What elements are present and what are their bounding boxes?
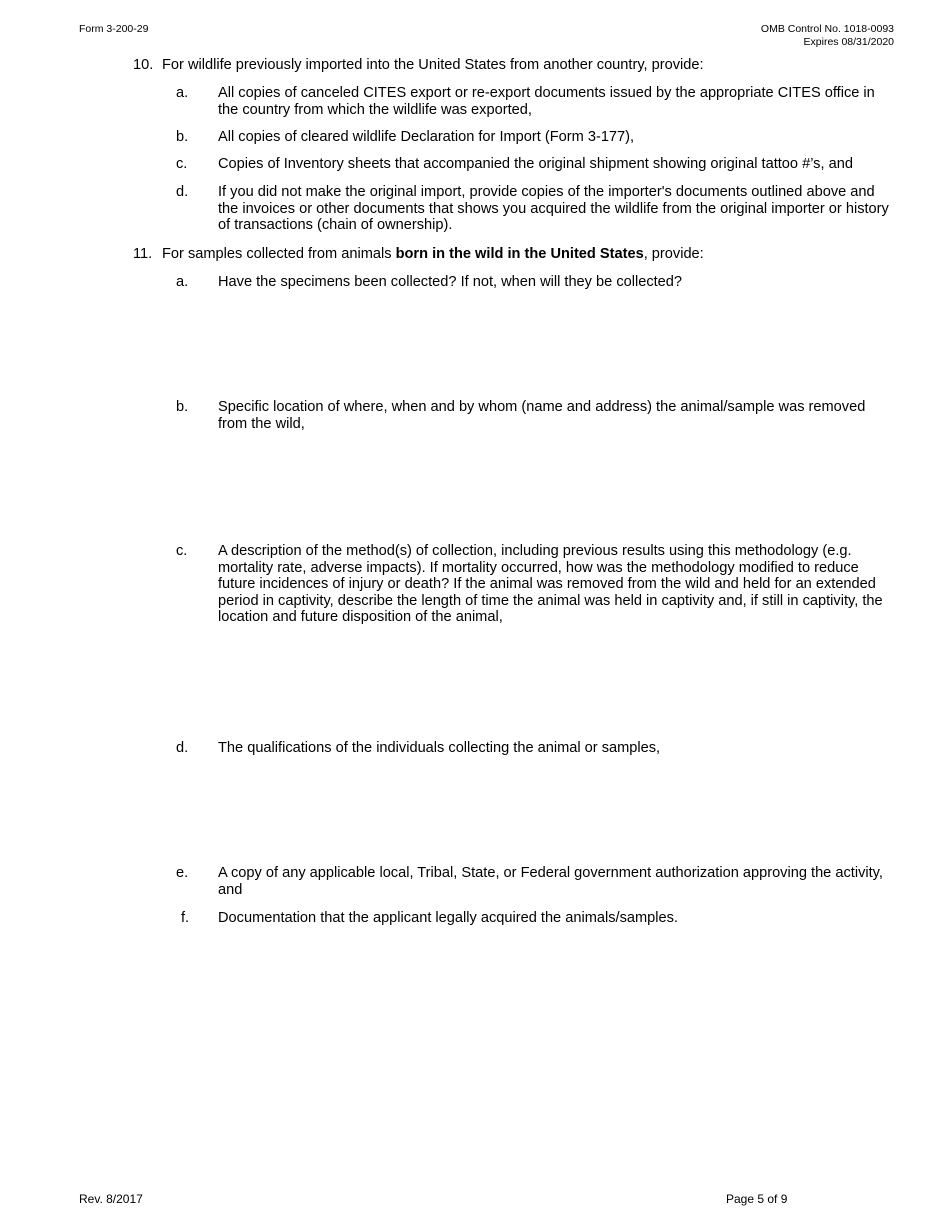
- question-text-emphasis: born in the wild in the United States: [395, 246, 644, 262]
- item-text: A description of the method(s) of collection, including previous results using this methodology (e.g. mortality rate, adverse impacts). If mortality occurred, how was the methodology modified to reduce future incidences of injury or death? If the animal was removed from the wild and held for an extended period in captivity, describe the length of time the animal was held in captivity and, if still in captivity, the location and future disposition of the animal,: [218, 543, 883, 625]
- question-text-start: For samples collected from animals: [162, 246, 396, 262]
- question-number: 10.: [133, 57, 154, 73]
- item-letter: a.: [176, 274, 189, 290]
- question-number: 11.: [133, 246, 153, 262]
- omb-control-number: OMB Control No. 1018-0093: [760, 23, 894, 35]
- item-letter: c.: [176, 156, 188, 172]
- item-letter: c.: [176, 543, 188, 559]
- item-letter: e.: [176, 865, 189, 881]
- item-letter: d.: [176, 184, 189, 200]
- question-text: For wildlife previously imported into the United States from another country, provide:: [162, 57, 704, 73]
- item-text: The qualifications of the individuals collecting the animal or samples,: [218, 740, 661, 756]
- item-text: Have the specimens been collected? If not, when will they be collected?: [218, 274, 683, 290]
- item-text: Specific location of where, when and by whom (name and address) the animal/sample was removed from the wild,: [218, 399, 866, 432]
- question-text: [162, 246, 704, 263]
- item-text: Documentation that the applicant legally acquired the animals/samples.: [218, 910, 678, 926]
- omb-info: [761, 23, 894, 48]
- question-text-end: , provide:: [643, 246, 704, 262]
- item-letter: b.: [176, 399, 189, 415]
- form-number: Form 3-200-29: [79, 23, 149, 35]
- item-letter: d.: [176, 740, 189, 756]
- item-text: Copies of Inventory sheets that accompanied the original shipment showing original tattoo #’s, and: [218, 156, 853, 172]
- revision-date: Rev. 8/2017: [79, 1192, 143, 1206]
- item-text: A copy of any applicable local, Tribal, State, or Federal government authorization approving the activity, and: [218, 865, 883, 898]
- item-text: All copies of cleared wildlife Declaration for Import (Form 3-177),: [218, 129, 635, 145]
- item-text: If you did not make the original import, provide copies of the importer's documents outlined above and the invoices or other documents that shows you acquired the wildlife from the original importer or history of transactions (chain of ownership).: [218, 184, 889, 233]
- item-letter: b.: [176, 129, 189, 145]
- page-number: Page 5 of 9: [726, 1192, 788, 1206]
- item-letter: f.: [181, 910, 190, 926]
- item-text: All copies of canceled CITES export or re-export documents issued by the appropriate CITES office in the country from which the wildlife was exported,: [218, 85, 875, 118]
- expiration-date: Expires 08/31/2020: [803, 35, 894, 48]
- item-letter: a.: [176, 85, 189, 101]
